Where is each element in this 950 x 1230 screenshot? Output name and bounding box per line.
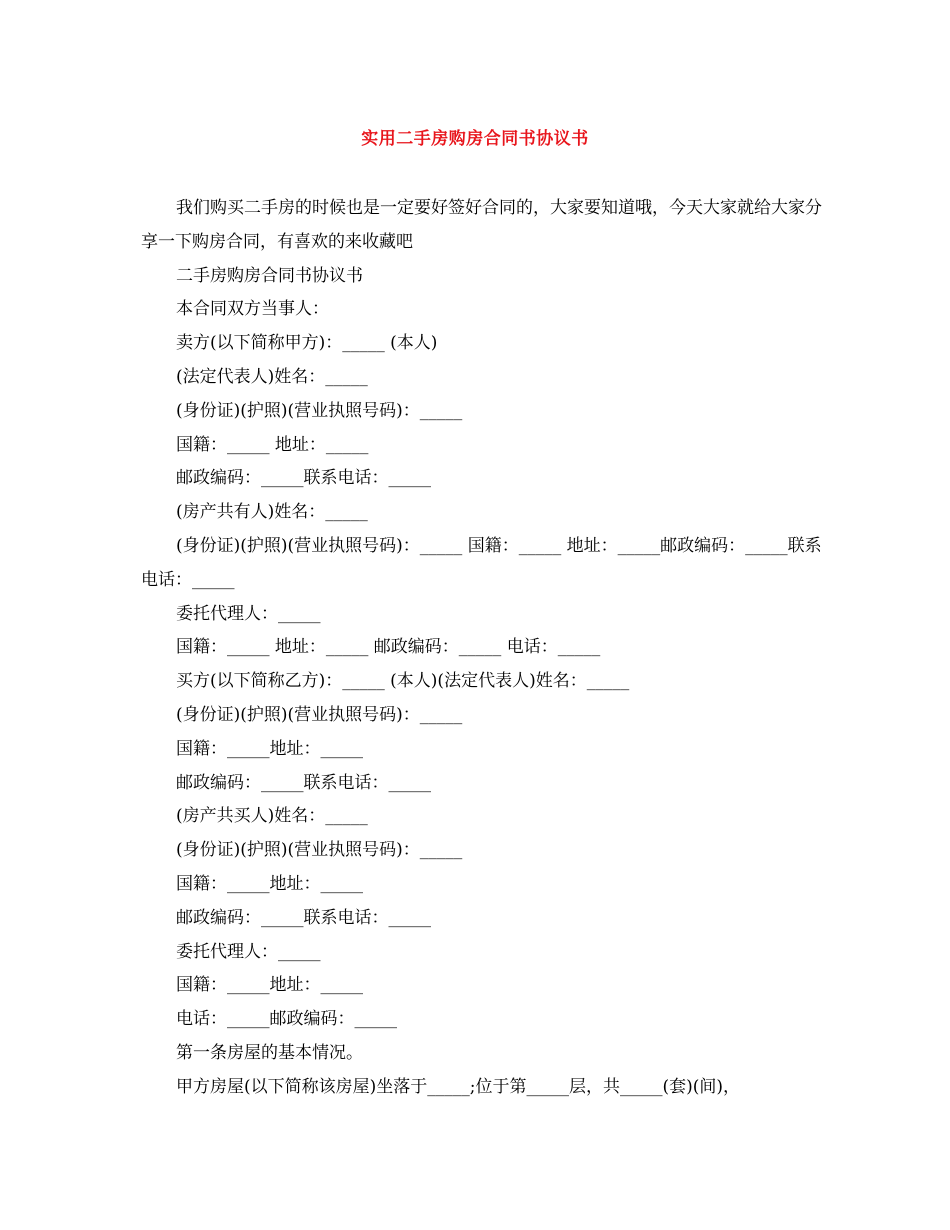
paragraph-seller-agent: 委托代理人：_____ [176, 603, 321, 624]
paragraph-seller-nationality-address: 国籍：_____ 地址：_____ [176, 434, 369, 455]
paragraph-seller-postcode-phone: 邮政编码：_____联系电话：_____ [176, 468, 431, 489]
paragraph-article-one-heading: 第一条房屋的基本情况。 [176, 1042, 363, 1063]
paragraph-co-owner-details: (身份证)(护照)(营业执照号码)：_____ 国籍：_____ 地址：_____邮政编码：_____联系电话：_____ [141, 535, 822, 590]
document-title: 实用二手房购房合同书协议书 [361, 129, 589, 149]
paragraph-article-one-location: 甲方房屋(以下简称该房屋)坐落于_____;位于第_____层，共_____(套)(间)， [176, 1076, 741, 1097]
paragraph-co-buyer-name: (房产共买人)姓名：_____ [176, 806, 368, 827]
paragraph-seller-legal-rep: (法定代表人)姓名：_____ [176, 366, 368, 387]
paragraph-buyer-postcode-phone: 邮政编码：_____联系电话：_____ [176, 772, 431, 793]
paragraph-contract-name: 二手房购房合同书协议书 [176, 265, 363, 286]
paragraph-co-buyer-nationality-address: 国籍：_____地址：_____ [176, 873, 363, 894]
paragraph-seller-agent-details: 国籍：_____ 地址：_____ 邮政编码：_____ 电话：_____ [176, 637, 601, 658]
paragraph-parties: 本合同双方当事人： [176, 299, 329, 320]
paragraph-co-owner-name: (房产共有人)姓名：_____ [176, 502, 368, 523]
paragraph-intro: 我们购买二手房的时候也是一定要好签好合同的，大家要知道哦，今天大家就给大家分享一下购房合同，有喜欢的来收藏吧 [141, 198, 822, 252]
document-body [141, 192, 831, 1105]
paragraph-seller: 卖方(以下简称甲方)：_____ (本人) [176, 333, 438, 354]
paragraph-co-buyer-postcode-phone: 邮政编码：_____联系电话：_____ [176, 907, 431, 928]
paragraph-seller-id: (身份证)(护照)(营业执照号码)：_____ [176, 400, 463, 421]
paragraph-buyer: 买方(以下简称乙方)：_____ (本人)(法定代表人)姓名：_____ [176, 671, 630, 692]
paragraph-buyer-agent: 委托代理人：_____ [176, 941, 321, 962]
paragraph-co-buyer-id: (身份证)(护照)(营业执照号码)：_____ [176, 840, 463, 861]
paragraph-buyer-id: (身份证)(护照)(营业执照号码)：_____ [176, 704, 463, 725]
paragraph-buyer-agent-phone-postcode: 电话：_____邮政编码：_____ [176, 1009, 397, 1030]
paragraph-buyer-agent-nationality-address: 国籍：_____地址：_____ [176, 975, 363, 996]
paragraph-buyer-nationality-address: 国籍：_____地址：_____ [176, 738, 363, 759]
